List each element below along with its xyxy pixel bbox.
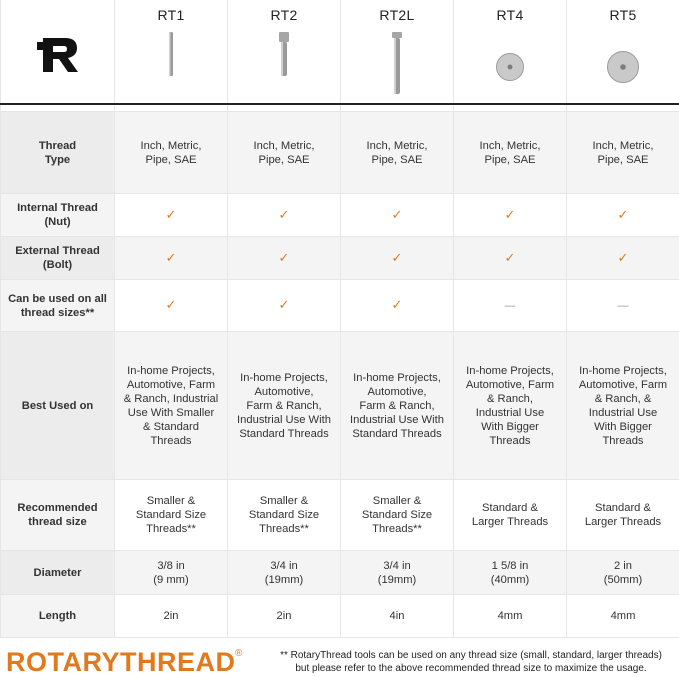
table-cell: [567, 280, 679, 332]
rt1-tool-image: [119, 32, 223, 102]
table-cell: [228, 112, 341, 194]
column-name: RT5: [609, 7, 637, 23]
column-rt2: [228, 0, 341, 112]
table-cell: [228, 332, 341, 480]
brand-text: ROTARYTHREAD: [6, 647, 236, 676]
row-label: [1, 480, 115, 551]
row-internal-thread: [1, 194, 679, 237]
checkmark-icon: ✓: [165, 206, 177, 222]
row-label-text: Thread Type: [38, 139, 77, 166]
checkmark-icon: ✓: [504, 206, 516, 222]
table-cell: [341, 194, 454, 237]
checkmark-icon: ✓: [391, 206, 403, 222]
checkmark-icon: ✓: [391, 249, 403, 265]
row-label-text: Recommended thread size: [17, 502, 98, 528]
row-label-text: Internal Thread (Nut): [17, 202, 98, 228]
column-name: RT2L: [379, 7, 415, 23]
table-cell: [228, 551, 341, 595]
cell-text: In-home Projects, Automotive, Farm & Ranch, & Industrial Use With Bigger Threads: [578, 364, 668, 447]
checkmark-icon: ✓: [165, 297, 177, 312]
cell-text: 2in: [276, 610, 292, 622]
table-cell: [454, 480, 567, 551]
table-cell: [341, 280, 454, 332]
header-row: [1, 0, 679, 112]
table-cell: [454, 595, 567, 638]
cell-text: 4mm: [610, 610, 636, 622]
cell-text: Standard & Larger Threads: [471, 502, 549, 528]
footnote: [266, 650, 676, 675]
cell-text: Smaller & Standard Size Threads**: [361, 495, 433, 535]
cell-text: In-home Projects, Automotive, Farm & Ranch, Industrial Use With Bigger Threads: [465, 364, 555, 447]
row-label: [1, 280, 115, 332]
row-all-thread-sizes: [1, 280, 679, 332]
rotarythread-wordmark: [6, 644, 246, 676]
table-cell: [228, 194, 341, 237]
rt2-tool-image: [232, 32, 336, 102]
row-label-text: Can be used on all thread sizes**: [8, 292, 107, 319]
table-cell: [454, 194, 567, 237]
row-label: [1, 332, 115, 480]
cell-text: In-home Projects, Automotive, Farm & Ranch, Industrial Use With Standard Threads: [350, 371, 444, 440]
cell-text: Inch, Metric, Pipe, SAE: [479, 139, 541, 166]
row-label: [1, 551, 115, 595]
table-cell: [454, 332, 567, 480]
row-label-text: Length: [38, 610, 77, 622]
header-divider: [0, 103, 679, 105]
table-cell: [115, 194, 228, 237]
table-cell: [228, 480, 341, 551]
column-name: RT4: [496, 7, 524, 23]
checkmark-icon: ✓: [617, 206, 629, 222]
table-cell: [454, 112, 567, 194]
row-thread-type: [1, 112, 679, 194]
row-external-thread: [1, 237, 679, 280]
rt2l-tool-image: [345, 32, 449, 102]
row-label: [1, 237, 115, 280]
cell-text: 4mm: [497, 610, 523, 622]
table-cell: [115, 595, 228, 638]
checkmark-icon: ✓: [278, 249, 290, 265]
cell-text: 3/4 in (19mm): [377, 559, 417, 586]
row-label-text: Diameter: [33, 566, 82, 579]
table-cell: [228, 595, 341, 638]
footnote-line-2: but please refer to the above recommended thread size to maximize the usage.: [295, 662, 647, 674]
table-cell: [454, 551, 567, 595]
table-cell: [115, 280, 228, 332]
checkmark-icon: ✓: [278, 297, 290, 312]
column-name: RT1: [157, 7, 185, 23]
table-cell: [454, 237, 567, 280]
rt4-tool-image: [458, 32, 562, 102]
checkmark-icon: ✓: [504, 249, 516, 265]
row-length: [1, 595, 679, 638]
cell-text: Smaller & Standard Size Threads**: [135, 495, 207, 535]
table-cell: [341, 595, 454, 638]
row-label: [1, 595, 115, 638]
column-rt1: [115, 0, 228, 112]
cell-text: In-home Projects, Automotive, Farm & Ranch, Industrial Use With Smaller & Standard Threads: [123, 364, 219, 447]
table-cell: [567, 112, 679, 194]
table-cell: [341, 112, 454, 194]
column-rt2l: [341, 0, 454, 112]
column-name: RT2: [270, 7, 298, 23]
checkmark-icon: ✓: [278, 206, 290, 222]
row-label-text: Best Used on: [21, 399, 94, 412]
cell-text: 1 5/8 in (40mm): [490, 559, 530, 586]
row-best-used-on: [1, 332, 679, 480]
column-rt5: [567, 0, 679, 112]
logo-cell: [1, 0, 115, 112]
table-cell: [115, 237, 228, 280]
table-cell: [341, 237, 454, 280]
cell-text: Inch, Metric, Pipe, SAE: [140, 139, 202, 166]
footnote-line-1: ** RotaryThread tools can be used on any thread size (small, standard, larger threads): [280, 650, 662, 661]
table-cell: [567, 237, 679, 280]
row-label: [1, 194, 115, 237]
cell-text: Smaller & Standard Size Threads**: [248, 495, 320, 535]
cell-text: Inch, Metric, Pipe, SAE: [253, 139, 315, 166]
checkmark-icon: ✓: [617, 249, 629, 265]
cell-text: 4in: [389, 610, 405, 622]
cell-text: 2in: [163, 610, 179, 622]
row-label: [1, 112, 115, 194]
row-recommended-size: [1, 480, 679, 551]
cell-text: 3/4 in (19mm): [264, 559, 304, 586]
checkmark-icon: ✓: [391, 297, 403, 312]
table-cell: [567, 551, 679, 595]
row-diameter: [1, 551, 679, 595]
table-cell: [228, 237, 341, 280]
dash-icon: —: [617, 299, 629, 312]
table-cell: [115, 332, 228, 480]
table-cell: [567, 480, 679, 551]
table-cell: [115, 112, 228, 194]
cell-text: 2 in (50mm): [603, 559, 643, 586]
table-cell: [567, 595, 679, 638]
column-rt4: [454, 0, 567, 112]
dash-icon: —: [504, 299, 516, 312]
rotarythread-logo-icon: [35, 34, 81, 74]
cell-text: Standard & Larger Threads: [584, 502, 662, 528]
rt5-tool-image: [571, 32, 675, 102]
registered-mark: ®: [235, 648, 243, 659]
cell-text: 3/8 in (9 mm): [153, 559, 189, 586]
cell-text: Inch, Metric, Pipe, SAE: [592, 139, 654, 166]
table-cell: [454, 280, 567, 332]
table-cell: [341, 480, 454, 551]
table-cell: [567, 194, 679, 237]
table-cell: [341, 551, 454, 595]
checkmark-icon: ✓: [165, 249, 177, 265]
table-cell: [567, 332, 679, 480]
table-cell: [115, 551, 228, 595]
table-cell: [228, 280, 341, 332]
cell-text: In-home Projects, Automotive, Farm & Ranch, Industrial Use With Standard Threads: [237, 371, 331, 440]
table-cell: [341, 332, 454, 480]
row-label-text: External Thread (Bolt): [15, 245, 100, 271]
table-cell: [115, 480, 228, 551]
cell-text: Inch, Metric, Pipe, SAE: [366, 139, 428, 166]
